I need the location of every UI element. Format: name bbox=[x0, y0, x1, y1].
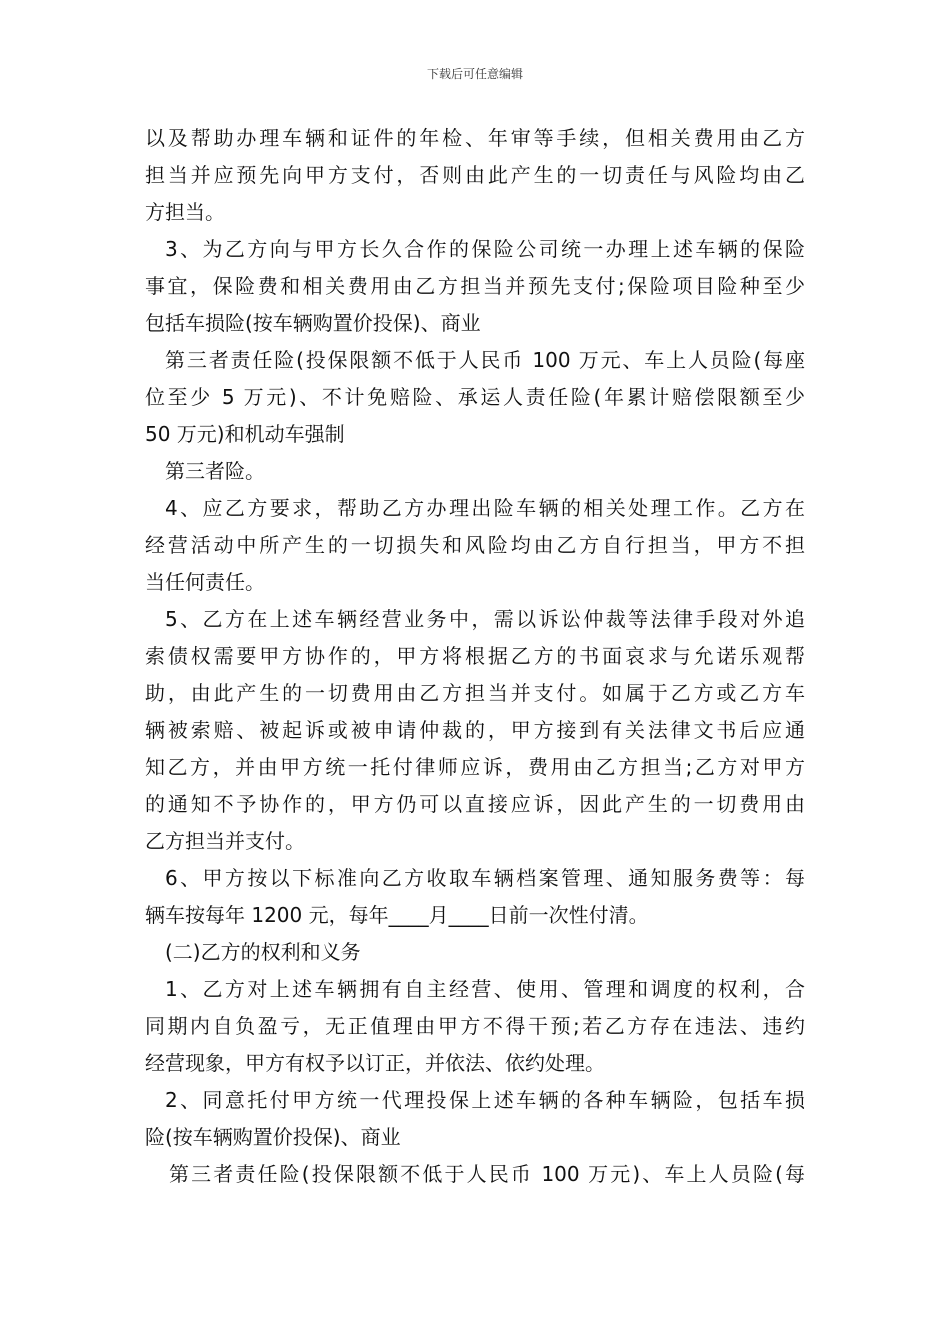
text-line: 同期内自负盈亏，无正值理由甲方不得干预;若乙方存在违法、违约 bbox=[145, 1014, 805, 1038]
text-line: 方担当。 bbox=[145, 200, 225, 224]
text-line: 3、为乙方向与甲方长久合作的保险公司统一办理上述车辆的保险 bbox=[165, 237, 805, 261]
page-header: 下载后可任意编辑 bbox=[426, 67, 523, 81]
text-line: 索债权需要甲方协作的，甲方将根据乙方的书面哀求与允诺乐观帮 bbox=[145, 644, 805, 668]
text-line: 乙方担当并支付。 bbox=[145, 829, 305, 853]
text-line: 险(按车辆购置价投保)、商业 bbox=[145, 1125, 401, 1149]
text-line: 第三者责任险(投保限额不低于人民币 100 万元、车上人员险(每座 bbox=[165, 348, 805, 372]
text-line: 事宜，保险费和相关费用由乙方担当并预先支付;保险项目险种至少 bbox=[145, 274, 805, 298]
text-line: 5、乙方在上述车辆经营业务中，需以诉讼仲裁等法律手段对外追 bbox=[165, 607, 805, 631]
text-line: 经营现象，甲方有权予以订正，并依法、依约处理。 bbox=[145, 1051, 605, 1075]
text-line: 担当并应预先向甲方支付，否则由此产生的一切责任与风险均由乙 bbox=[145, 163, 805, 187]
text-line: 当任何责任。 bbox=[145, 570, 265, 594]
text-line: 6、甲方按以下标准向乙方收取车辆档案管理、通知服务费等：每 bbox=[165, 866, 805, 890]
text-line: 包括车损险(按车辆购置价投保)、商业 bbox=[145, 311, 481, 335]
text-line: 第三者责任险(投保限额不低于人民币 100 万元)、车上人员险(每 bbox=[169, 1162, 805, 1186]
text-line: 的通知不予协作的，甲方仍可以直接应诉，因此产生的一切费用由 bbox=[145, 792, 805, 816]
text-line: 以及帮助办理车辆和证件的年检、年审等手续，但相关费用由乙方 bbox=[145, 126, 805, 150]
text-line: 2、同意托付甲方统一代理投保上述车辆的各种车辆险，包括车损 bbox=[165, 1088, 805, 1112]
text-line: 位至少 5 万元)、不计免赔险、承运人责任险(年累计赔偿限额至少 bbox=[145, 385, 805, 409]
text-line: 助，由此产生的一切费用由乙方担当并支付。如属于乙方或乙方车 bbox=[145, 681, 805, 705]
text-line: 4、应乙方要求，帮助乙方办理出险车辆的相关处理工作。乙方在 bbox=[165, 496, 805, 520]
text-line: 经营活动中所产生的一切损失和风险均由乙方自行担当，甲方不担 bbox=[145, 533, 805, 557]
text-line: (二)乙方的权利和义务 bbox=[165, 940, 361, 964]
text-line: 知乙方，并由甲方统一托付律师应诉，费用由乙方担当;乙方对甲方 bbox=[145, 755, 805, 779]
text-line: 1、乙方对上述车辆拥有自主经营、使用、管理和调度的权利，合 bbox=[165, 977, 805, 1001]
text-line: 辆车按每年 1200 元，每年____月____日前一次性付清。 bbox=[145, 903, 649, 927]
text-line: 辆被索赔、被起诉或被申请仲裁的，甲方接到有关法律文书后应通 bbox=[145, 718, 805, 742]
text-line: 50 万元)和机动车强制 bbox=[145, 422, 345, 446]
document-body bbox=[145, 120, 805, 1193]
text-line: 第三者险。 bbox=[165, 459, 265, 483]
